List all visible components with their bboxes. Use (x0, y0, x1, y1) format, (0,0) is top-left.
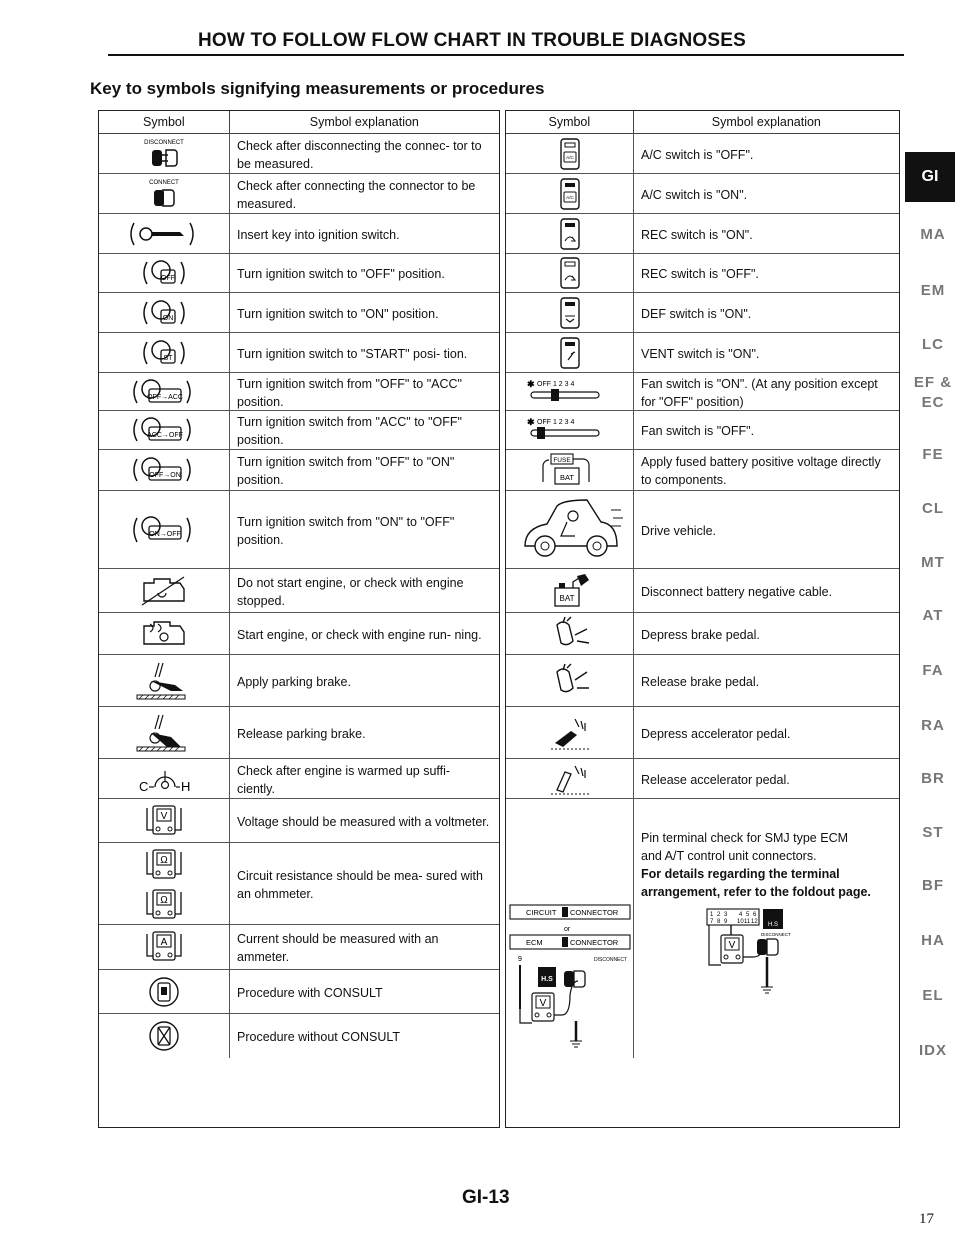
row-explanation: A/C switch is "ON". (633, 174, 899, 213)
tab-gi-active[interactable]: GI (905, 152, 955, 202)
row-explanation: Insert key into ignition switch. (229, 214, 499, 253)
terminal-diagram (657, 907, 857, 1027)
row-explanation: Turn ignition switch from "ON" to "OFF" position. (229, 491, 499, 568)
row-explanation: Release parking brake. (229, 707, 499, 758)
circuit-label: CIRCUIT (525, 908, 556, 917)
table-row (99, 411, 499, 450)
svg-text:H.S: H.S (767, 922, 779, 928)
ecm-label: ECM (525, 938, 543, 947)
right-symbol-table (505, 110, 900, 1128)
row-explanation: Procedure with CONSULT (229, 970, 499, 1013)
row-explanation: Fan switch is "OFF". (633, 411, 899, 449)
svg-text:2: 2 (717, 912, 721, 918)
pin-check-note: arrangement, refer to the foldout page. (641, 885, 871, 899)
svg-text:ST: ST (163, 354, 173, 362)
header-symbol: Symbol (548, 115, 591, 129)
tab-br[interactable]: BR (921, 770, 945, 787)
pin-check-diagram (506, 799, 633, 1058)
ignition-key-icon (99, 214, 229, 253)
header-explanation: Symbol explanation (229, 111, 499, 133)
or-label: or (563, 926, 570, 933)
svg-text:✱: ✱ (526, 417, 535, 427)
pin-check-note: For details regarding the terminal (641, 867, 840, 881)
svg-text:H: H (181, 778, 191, 794)
table-row (506, 450, 899, 491)
table-row (506, 707, 899, 759)
table-row (99, 707, 499, 759)
row-explanation: Check after disconnecting the connec- tor to be measured. (229, 134, 499, 173)
table-row (506, 613, 899, 655)
svg-text:V: V (728, 940, 736, 951)
svg-text:DISCONNECT: DISCONNECT (761, 932, 791, 937)
title-rule (108, 54, 904, 56)
disconnect-label: DISCONNECT (593, 957, 627, 963)
ignition-on-off-icon (99, 491, 229, 568)
svg-text:CONNECT: CONNECT (149, 179, 179, 186)
svg-text:A/C: A/C (565, 154, 574, 160)
tab-st[interactable]: ST (922, 824, 944, 841)
row-explanation: Apply fused battery positive voltage directly to components. (633, 450, 899, 490)
ammeter-icon (99, 925, 229, 969)
tab-cl[interactable]: CL (922, 500, 944, 517)
row-explanation: Procedure without CONSULT (229, 1014, 499, 1058)
svg-text:OFF 1 2 3 4: OFF 1 2 3 4 (536, 419, 574, 426)
voltmeter-icon (99, 799, 229, 842)
svg-text:✱: ✱ (526, 378, 535, 389)
svg-text:Ω: Ω (160, 854, 168, 866)
ignition-on-icon (99, 293, 229, 332)
rec-off-icon (506, 254, 633, 292)
table-row (99, 843, 499, 925)
row-explanation: Current should be measured with an ammeter. (229, 925, 499, 969)
row-explanation: Disconnect battery negative cable. (633, 569, 899, 612)
table-row (99, 491, 499, 569)
row-explanation: DEF switch is "ON". (633, 293, 899, 332)
tab-at[interactable]: AT (922, 607, 944, 624)
header-symbol: Symbol (142, 115, 185, 129)
row-explanation: Apply parking brake. (229, 655, 499, 706)
svg-text:4: 4 (739, 912, 743, 918)
svg-text:9: 9 (724, 919, 728, 925)
section-page-code: GI-13 (462, 1187, 510, 1208)
ignition-start-icon (99, 333, 229, 372)
table-row (99, 799, 499, 843)
row-explanation: Turn ignition switch from "OFF" to "ACC" position. (229, 373, 499, 410)
rec-on-icon (506, 214, 633, 253)
header-explanation: Symbol explanation (633, 111, 899, 133)
svg-text:OFF 1 2 3 4: OFF 1 2 3 4 (536, 380, 574, 388)
car-icon (506, 491, 633, 568)
section-subtitle: Key to symbols signifying measurements or procedures (90, 79, 545, 98)
svg-text:9: 9 (517, 956, 522, 963)
tab-mt[interactable]: MT (921, 554, 945, 571)
row-explanation: Turn ignition switch from "OFF" to "ON" position. (229, 450, 499, 490)
ac-on-icon (506, 174, 633, 213)
fan-off-icon (506, 411, 633, 449)
svg-text:DISCONNECT: DISCONNECT (144, 139, 184, 146)
ac-off-icon (506, 134, 633, 173)
row-explanation: Depress brake pedal. (633, 613, 899, 654)
svg-text:V: V (160, 810, 168, 822)
tab-idx[interactable]: IDX (918, 1042, 947, 1059)
table-row (506, 373, 899, 411)
connect-connector-icon (99, 174, 229, 213)
tab-ma[interactable]: MA (920, 226, 946, 243)
table-row (99, 134, 499, 174)
pin-check-line: Pin terminal check for SMJ type ECM (641, 831, 849, 845)
row-explanation: Turn ignition switch to "ON" position. (229, 293, 499, 332)
fused-battery-icon (506, 450, 633, 490)
release-brake-icon (506, 655, 633, 706)
svg-text:OFF: OFF (161, 275, 175, 282)
table-row (99, 613, 499, 655)
no-consult-icon (99, 1014, 229, 1058)
ohmmeter-icon (99, 843, 229, 924)
row-explanation: Release brake pedal. (633, 655, 899, 706)
tab-em[interactable]: EM (920, 282, 946, 299)
disconnect-connector-icon (99, 134, 229, 173)
apply-parking-brake-icon (99, 655, 229, 706)
release-parking-brake-icon (99, 707, 229, 758)
ignition-off-acc-icon (99, 373, 229, 410)
table-row (506, 134, 899, 174)
engine-stopped-icon (99, 569, 229, 612)
vent-on-icon (506, 333, 633, 372)
table-row (506, 569, 899, 613)
connector-label: CONNECTOR (569, 938, 618, 947)
svg-text:12: 12 (751, 919, 758, 925)
row-explanation: Check after engine is warmed up suffi- ciently. (229, 759, 499, 798)
svg-text:C: C (139, 778, 149, 794)
row-explanation: Fan switch is "ON". (At any position except for "OFF" position) (633, 373, 899, 410)
table-row (506, 655, 899, 707)
table-row (506, 214, 899, 254)
connector-label: CONNECTOR (569, 908, 618, 917)
svg-text:ON→OFF: ON→OFF (149, 530, 181, 538)
table-row (99, 214, 499, 254)
table-header (506, 111, 899, 134)
svg-text:1: 1 (710, 912, 714, 918)
table-row (99, 254, 499, 293)
svg-text:H.S: H.S (540, 976, 553, 983)
row-explanation: Do not start engine, or check with engine stopped. (229, 569, 499, 612)
tab-ra[interactable]: RA (921, 717, 945, 734)
row-explanation: Voltage should be measured with a voltmeter. (229, 799, 499, 842)
row-explanation: Start engine, or check with engine run- ning. (229, 613, 499, 654)
def-on-icon (506, 293, 633, 332)
svg-text:7: 7 (710, 919, 714, 925)
tab-el[interactable]: EL (922, 987, 944, 1004)
row-explanation: REC switch is "ON". (633, 214, 899, 253)
tab-fe[interactable]: FE (922, 446, 944, 463)
tab-ec[interactable]: EC (921, 394, 945, 411)
svg-text:10: 10 (737, 919, 744, 925)
svg-text:Ω: Ω (160, 894, 168, 906)
tab-ef[interactable]: EF & (913, 374, 953, 391)
table-row (99, 759, 499, 799)
pin-check-explanation (633, 799, 899, 1058)
svg-text:OFF→ACC: OFF→ACC (147, 393, 183, 401)
svg-text:5: 5 (746, 912, 750, 918)
table-row (506, 411, 899, 450)
release-accel-icon (506, 759, 633, 798)
row-explanation: Drive vehicle. (633, 491, 899, 568)
svg-text:V: V (539, 998, 546, 1009)
engine-warm-icon (99, 759, 229, 798)
svg-text:OFF→ON: OFF→ON (149, 472, 181, 479)
table-row (506, 293, 899, 333)
svg-text:3: 3 (724, 912, 728, 918)
table-header (99, 111, 499, 134)
table-row (99, 970, 499, 1014)
row-explanation: A/C switch is "OFF". (633, 134, 899, 173)
svg-text:11: 11 (744, 919, 751, 925)
svg-text:BAT: BAT (559, 593, 574, 603)
table-row (99, 293, 499, 333)
table-row (506, 759, 899, 799)
table-row (99, 174, 499, 214)
svg-text:ACC→OFF: ACC→OFF (147, 432, 183, 439)
table-row (99, 373, 499, 411)
svg-text:BAT: BAT (559, 473, 574, 482)
row-explanation: VENT switch is "ON". (633, 333, 899, 372)
svg-text:8: 8 (717, 919, 721, 925)
tab-fa[interactable]: FA (922, 662, 944, 679)
row-explanation: Depress accelerator pedal. (633, 707, 899, 758)
tab-ha[interactable]: HA (921, 932, 945, 949)
depress-accel-icon (506, 707, 633, 758)
battery-disconnect-icon (506, 569, 633, 612)
svg-text:A/C: A/C (565, 194, 574, 200)
row-explanation: Circuit resistance should be mea- sured with an ohmmeter. (229, 843, 499, 924)
page-title: HOW TO FOLLOW FLOW CHART IN TROUBLE DIAGNOSES (198, 30, 746, 51)
row-explanation: Turn ignition switch to "OFF" position. (229, 254, 499, 292)
table-row (506, 491, 899, 569)
svg-text:FUSE: FUSE (552, 457, 571, 464)
fan-on-icon (506, 373, 633, 410)
table-row (99, 925, 499, 970)
table-row (506, 254, 899, 293)
tab-lc[interactable]: LC (922, 336, 944, 353)
svg-text:A: A (160, 937, 168, 948)
ignition-off-icon (99, 254, 229, 292)
row-explanation: Release accelerator pedal. (633, 759, 899, 798)
tab-bf[interactable]: BF (922, 877, 944, 894)
table-row (99, 333, 499, 373)
page-number: 17 (919, 1211, 934, 1227)
table-row (506, 799, 899, 1058)
ignition-off-on-icon (99, 450, 229, 490)
pin-check-line: and A/T control unit connectors. (641, 849, 817, 863)
consult-icon (99, 970, 229, 1013)
svg-text:6: 6 (753, 912, 757, 918)
row-explanation: REC switch is "OFF". (633, 254, 899, 292)
ohmmeter-icon-alt (139, 886, 189, 922)
pin-grid (710, 912, 758, 925)
table-row (99, 655, 499, 707)
left-symbol-table (98, 110, 500, 1128)
engine-running-icon (99, 613, 229, 654)
table-row (506, 174, 899, 214)
table-row (99, 450, 499, 491)
row-explanation: Check after connecting the connector to be measured. (229, 174, 499, 213)
depress-brake-icon (506, 613, 633, 654)
table-row (99, 569, 499, 613)
table-row (99, 1014, 499, 1058)
table-row (506, 333, 899, 373)
ignition-acc-off-icon (99, 411, 229, 449)
svg-text:ON: ON (162, 314, 174, 322)
row-explanation: Turn ignition switch from "ACC" to "OFF" position. (229, 411, 499, 449)
row-explanation: Turn ignition switch to "START" posi- tion. (229, 333, 499, 372)
